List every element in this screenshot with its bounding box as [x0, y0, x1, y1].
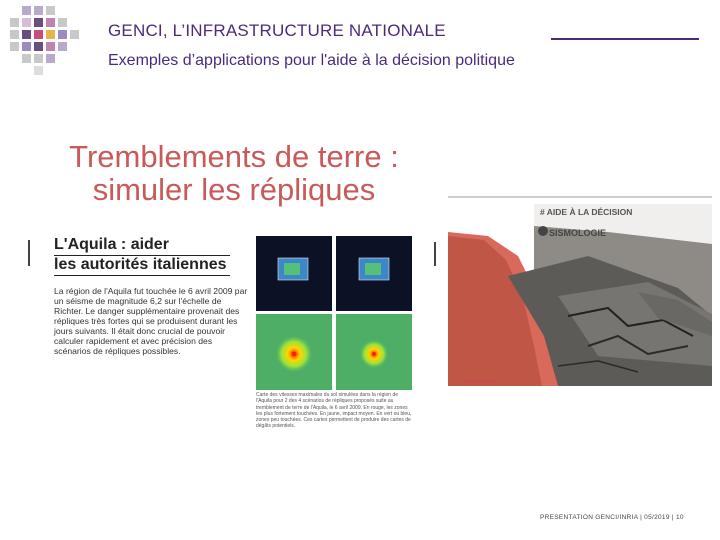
slide-subtitle: Exemples d’applications pour l'aide à la décision politique: [108, 52, 515, 69]
map-panel-bottom-left: [256, 314, 332, 390]
map-panel-bottom-right: [336, 314, 412, 390]
simulation-maps: [256, 236, 412, 390]
slide-footer: PRESENTATION GENCI/INRIA | 05/2019 | 10: [540, 514, 684, 521]
decision-tag: # AIDE À LA DÉCISION: [540, 207, 633, 217]
section-title-line1: L'Aquila : aider: [54, 236, 230, 256]
article-title-line1: Tremblements de terre :: [69, 139, 399, 174]
section-title: [54, 236, 230, 276]
title-underline: [551, 38, 699, 40]
map-panel-top-left: [256, 236, 332, 311]
page-edge-mark: [28, 240, 30, 266]
page-edge-mark: [434, 242, 436, 266]
earthquake-road-photo: [448, 196, 712, 386]
slide-title: GENCI, L’INFRASTRUCTURE NATIONALE: [108, 21, 446, 40]
map-caption: Carte des vitesses maximales du sol simulées dans la région de l'Aquila pour 2 des 4 scénarios de répliques proposés suite au tremblement de terre de l'Aquila, le 6 avril 2009. En rouge, les zones les plus fortement touchées. En jaune, impact moyen. En vert ou bleu, zones peu touchées. Ces cartes permettent de produire des cartes de dégâts potentiels.: [256, 392, 412, 430]
body-text: La région de l'Aquila fut touchée le 6 avril 2009 par un séisme de magnitude 6,2 sur l'échelle de Richter. Le danger supplémentaire provenait des répliques très fortes qui se produisent durant les jours suivants. Il était donc crucial de pouvoir calculer rapidement et avec précision des scénarios de répliques possibles.: [54, 286, 248, 356]
seismology-icon: [538, 226, 548, 236]
section-title-line2: les autorités italiennes: [54, 256, 230, 276]
article-title-line2: simuler les répliques: [92, 172, 376, 207]
article-title: [44, 140, 424, 206]
genci-logo: [10, 6, 82, 78]
map-panel-top-right: [336, 236, 412, 311]
category-label: SISMOLOGIE: [549, 228, 607, 238]
